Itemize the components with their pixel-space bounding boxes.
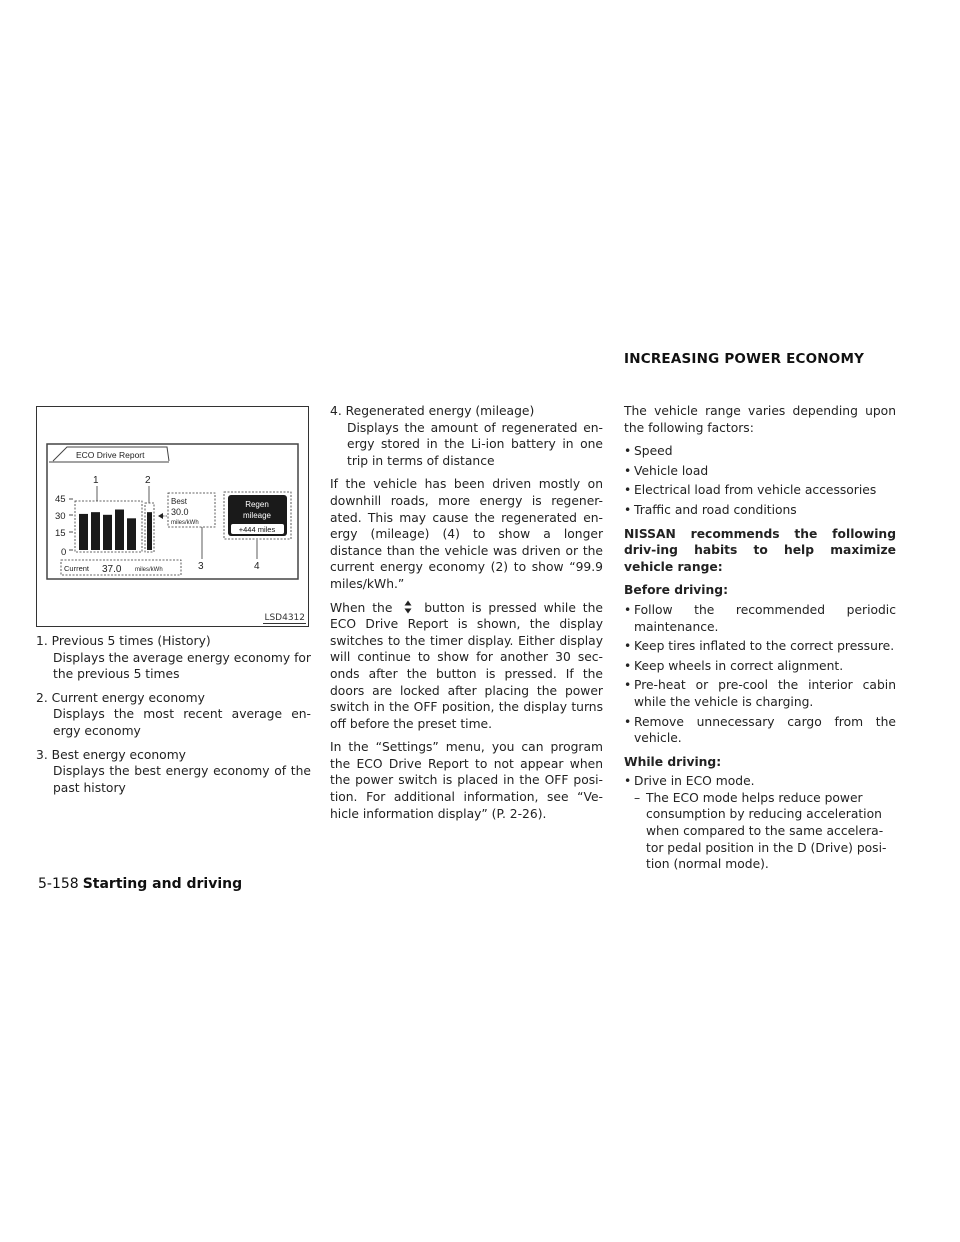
item-1-desc: Displays the average energy economy for the previous 5 times bbox=[53, 650, 311, 682]
callout-3: 3 bbox=[198, 561, 204, 572]
current-unit: miles/kWh bbox=[135, 567, 163, 573]
best-value: 30.0 bbox=[171, 507, 189, 517]
item-2-desc: Displays the most recent average en-ergy economy bbox=[53, 707, 311, 738]
callout-2: 2 bbox=[145, 475, 151, 486]
factor-item: • Electrical load from vehicle accessories bbox=[624, 483, 877, 498]
scroll-button-icon bbox=[399, 600, 417, 614]
figure-id: LSD4312 bbox=[264, 613, 305, 623]
paragraph-button bbox=[330, 600, 603, 733]
callout-1: 1 bbox=[93, 475, 99, 486]
y-tick-0: 0 bbox=[61, 547, 67, 558]
before-driving-item: • Remove unnecessary cargo from the vehicle. bbox=[624, 714, 896, 746]
best-unit: miles/kWh bbox=[171, 520, 199, 526]
regen-label-line2: mileage bbox=[242, 511, 272, 520]
current-marker-icon bbox=[158, 513, 163, 519]
item-3-desc: Displays the best energy economy of the past history bbox=[53, 764, 311, 795]
y-tick-30: 30 bbox=[55, 511, 66, 522]
eco-drive-report-illustration bbox=[37, 407, 308, 626]
left-column bbox=[36, 633, 311, 803]
item-3-title: 3. Best energy economy bbox=[36, 747, 186, 762]
range-intro: The vehicle range varies depending upon the following factors: bbox=[624, 404, 896, 435]
regen-value: +444 miles bbox=[238, 525, 276, 534]
item-4-title: 4. Regenerated energy (mileage) bbox=[330, 404, 535, 418]
middle-column bbox=[330, 403, 603, 829]
page-footer bbox=[38, 876, 242, 892]
factor-item: • Traffic and road conditions bbox=[624, 502, 797, 517]
history-bar bbox=[79, 514, 88, 550]
while-driving-heading: While driving: bbox=[624, 754, 722, 769]
history-bar bbox=[115, 510, 124, 550]
section-heading: INCREASING POWER ECONOMY bbox=[624, 351, 865, 367]
history-bar bbox=[103, 515, 112, 550]
factor-item: • Speed bbox=[624, 444, 673, 459]
before-driving-item: • Keep wheels in correct alignment. bbox=[624, 658, 844, 673]
chapter-title: Starting and driving bbox=[82, 876, 243, 892]
item-1-title: 1. Previous 5 times (History) bbox=[36, 634, 211, 648]
history-bar bbox=[127, 518, 136, 550]
current-value: 37.0 bbox=[102, 564, 122, 575]
regen-label-line1: Regen bbox=[245, 500, 269, 509]
y-tick-15: 15 bbox=[55, 528, 66, 539]
eco-drive-report-figure bbox=[36, 406, 309, 627]
paragraph-settings: In the “Settings” menu, you can program the ECO Drive Report to not appear when the power switch is placed in the OFF posi-tion. For additional information, see “Ve-hicle information display” (P. 2-26). bbox=[330, 740, 603, 821]
item-2-title: 2. Current energy economy bbox=[36, 690, 205, 705]
while-driving-item: • Drive in ECO mode. bbox=[624, 774, 755, 789]
screen-title: ECO Drive Report bbox=[76, 450, 145, 460]
y-tick-45: 45 bbox=[55, 494, 66, 505]
item-4-desc: Displays the amount of regenerated en-ergy stored in the Li-ion battery in one trip in terms of distance bbox=[347, 420, 603, 468]
best-label: Best bbox=[171, 497, 188, 506]
before-driving-item: • Pre-heat or pre-cool the interior cabin while the vehicle is charging. bbox=[624, 678, 896, 709]
before-driving-item: • Keep tires inflated to the correct pressure. bbox=[624, 639, 895, 654]
callout-4: 4 bbox=[254, 561, 260, 572]
recommend-heading: NISSAN recommends the following driv-ing habits to help maximize vehicle range: bbox=[624, 526, 896, 574]
right-column bbox=[624, 403, 896, 873]
current-bar bbox=[147, 512, 152, 550]
before-driving-heading: Before driving: bbox=[624, 583, 728, 598]
page-number: 5-158 bbox=[38, 876, 79, 892]
before-driving-item: • Follow the recommended periodic maintenance. bbox=[624, 602, 896, 634]
factor-item: • Vehicle load bbox=[624, 463, 709, 478]
history-bar bbox=[91, 512, 100, 550]
current-label: Current bbox=[64, 564, 90, 573]
while-driving-subitem: – The ECO mode helps reduce power consumption by reducing acceleration when compared to the same accelera-tor pedal position in the D (Drive) posi-tion (normal mode). bbox=[634, 790, 887, 872]
paragraph-downhill: If the vehicle has been driven mostly on downhill roads, more energy is regener-ated. This may cause the regenerated en-ergy (mileage) (4) to show a longer distance than the vehicle was driven or the current energy economy (2) to show “99.9 miles/kWh.” bbox=[330, 477, 603, 591]
paragraph-button-start: When the bbox=[330, 600, 393, 615]
paragraph-button-rest: button is pressed while the ECO Drive Report is shown, the display switches to the timer display. Either display will continue to show for another 30 sec-onds after the button is pressed. If the doors are locked after placing the power switch in the OFF position, the display turns off before the preset time. bbox=[330, 600, 603, 731]
